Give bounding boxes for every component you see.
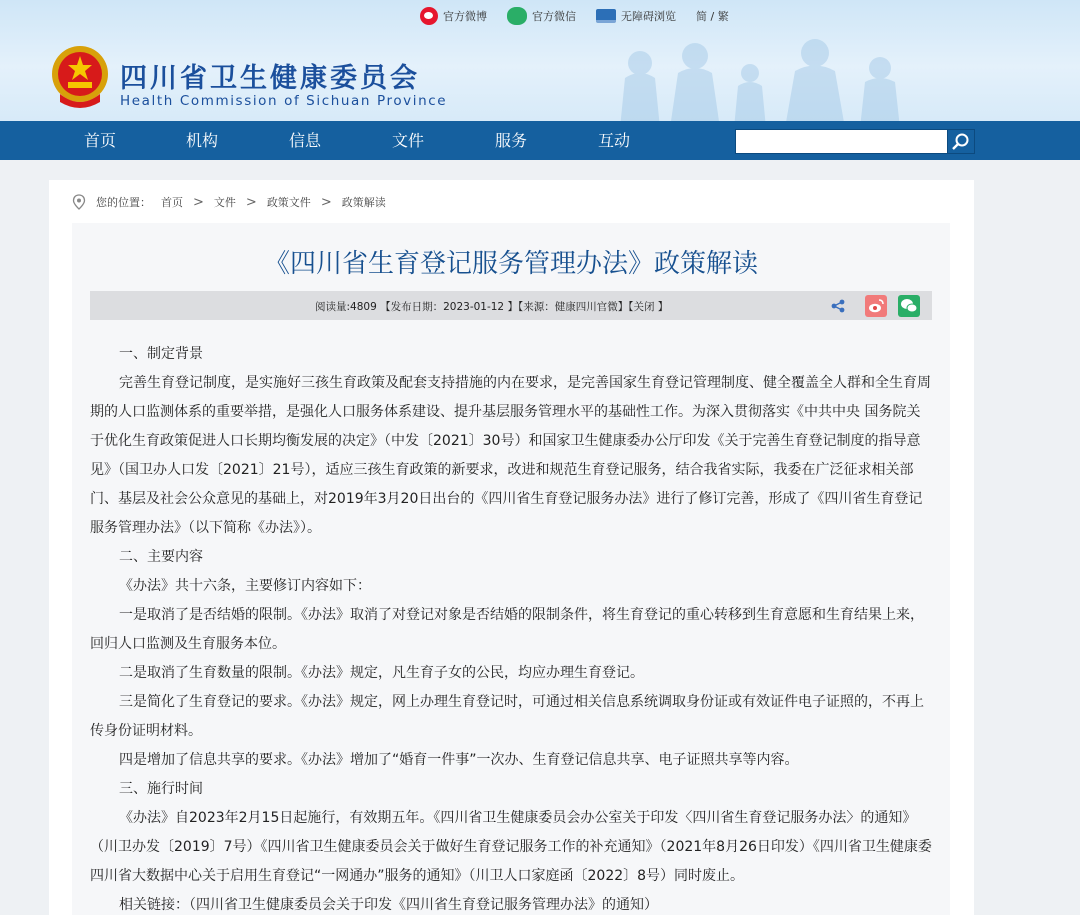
wechat-icon: [898, 295, 920, 317]
share-wechat-button[interactable]: [898, 295, 920, 317]
article-paragraph: 一是取消了是否结婚的限制。《办法》取消了对登记对象是否结婚的限制条件，将生育登记的重心转移到生育意愿和生育结果上来，回归人口监测及生育服务本位。: [90, 607, 924, 652]
section-heading: 三、施行时间: [119, 781, 203, 797]
article-title: 《四川省生育登记服务管理办法》政策解读: [263, 249, 758, 279]
search-box: [735, 129, 975, 154]
nav-item-services[interactable]: 服务: [494, 131, 527, 150]
family-silhouette-decoration: [600, 38, 930, 121]
site-header: [0, 0, 1080, 121]
nav-item-home[interactable]: 首页: [83, 131, 116, 150]
wechat-link[interactable]: 官方微信: [507, 7, 576, 25]
breadcrumb-files[interactable]: 文件: [213, 196, 236, 209]
section-heading: 一、制定背景: [119, 346, 203, 362]
related-link[interactable]: 相关链接：（四川省卫生健康委员会关于印发《四川省生育登记服务管理办法》的通知）: [119, 897, 658, 913]
section-heading: 二、主要内容: [119, 549, 203, 565]
accessibility-link[interactable]: 无障碍浏览: [596, 8, 676, 24]
search-button[interactable]: [947, 130, 974, 153]
article-paragraph: 二是取消了生育数量的限制。《办法》规定，凡生育子女的公民，均应办理生育登记。: [119, 665, 644, 681]
article-paragraph: 四是增加了信息共享的要求。《办法》增加了“婚育一件事”一次办、生育登记信息共享、电子证照共享等内容。: [119, 752, 799, 768]
article-meta-bar: [90, 291, 932, 320]
location-pin-icon: [72, 194, 86, 210]
breadcrumb-separator: >: [193, 194, 204, 210]
share-weibo-button[interactable]: [865, 295, 887, 317]
breadcrumb-separator: >: [320, 194, 332, 210]
breadcrumb-label: 您的位置：: [96, 196, 151, 209]
breadcrumb-home[interactable]: 首页: [161, 196, 183, 209]
wechat-icon: [507, 7, 527, 25]
site-name-cn[interactable]: 四川省卫生健康委员会: [120, 63, 420, 94]
search-icon: [948, 130, 975, 153]
article-paragraph: 《办法》自2023年2月15日起施行，有效期五年。《四川省卫生健康委员会办公室关于印发〈四川省生育登记服务办法〉的通知》（川卫办发〔2019〕7号）《四川省卫生健康委员会关于做好生育登记服务工作的补充通知》（2021年8月26日印发）《四川省卫生健康委四川省大数据中心关于启用生育登记“一网通办”服务的通知》（川卫人口家庭函〔2022〕8号）同时废止。: [90, 810, 932, 884]
article-paragraph: 三是简化了生育登记的要求。《办法》规定，网上办理生育登记时，可通过相关信息系统调取身份证或有效证件电子证照的，不再上传身份证明材料。: [90, 694, 924, 739]
share-icon[interactable]: [830, 299, 846, 313]
breadcrumb-policy-interpretation[interactable]: 政策解读: [341, 196, 386, 209]
nav-item-info[interactable]: 信息: [288, 131, 321, 150]
nav-item-files[interactable]: 文件: [391, 131, 424, 150]
article-paragraph: 完善生育登记制度，是实施好三孩生育政策及配套支持措施的内在要求，是完善国家生育登记管理制度、健全覆盖全人群和全生育周期的人口监测体系的重要举措，是强化人口服务体系建设、提升基层服务管理水平的基础性工作。为深入贯彻落实《中共中央 国务院关于优化生育政策促进人口长期均衡发展的决定》（中发〔2021〕30号）和国家卫生健康委办公厅印发《关于完善生育登记制度的指导意见》（国卫办人口发〔2021〕21号），适应三孩生育政策的新要求，改进和规范生育登记服务，结合我省实际，我委在广泛征求相关部门、基层及社会公众意见的基础上，对2019年3月20日出台的《四川省生育登记服务办法》进行了修订完善，形成了《四川省生育登记服务管理办法》（以下简称《办法》）。: [90, 375, 931, 536]
article-paragraph: 《办法》共十六条，主要修订内容如下：: [119, 578, 371, 594]
weibo-link[interactable]: 官方微博: [420, 7, 487, 25]
nav-item-interaction[interactable]: 互动: [597, 131, 630, 150]
breadcrumb-policy-files[interactable]: 政策文件: [266, 196, 311, 209]
site-name-en: Health Commission of Sichuan Province: [120, 93, 448, 109]
national-emblem-logo: [50, 44, 110, 110]
nav-item-org[interactable]: 机构: [185, 131, 218, 150]
breadcrumb-separator: >: [245, 194, 257, 210]
top-links: [420, 6, 729, 26]
language-toggle[interactable]: 简 / 繁: [696, 10, 729, 23]
monitor-icon: [596, 9, 616, 23]
article-body: [90, 340, 932, 915]
breadcrumb: [72, 193, 386, 211]
weibo-icon: [420, 7, 438, 25]
search-input[interactable]: [736, 130, 946, 153]
article-meta: 阅读量:4809 【发布日期：2023-01-12 】【来源：健康四川官微】【关闭 】: [315, 301, 669, 313]
weibo-icon: [865, 295, 887, 317]
